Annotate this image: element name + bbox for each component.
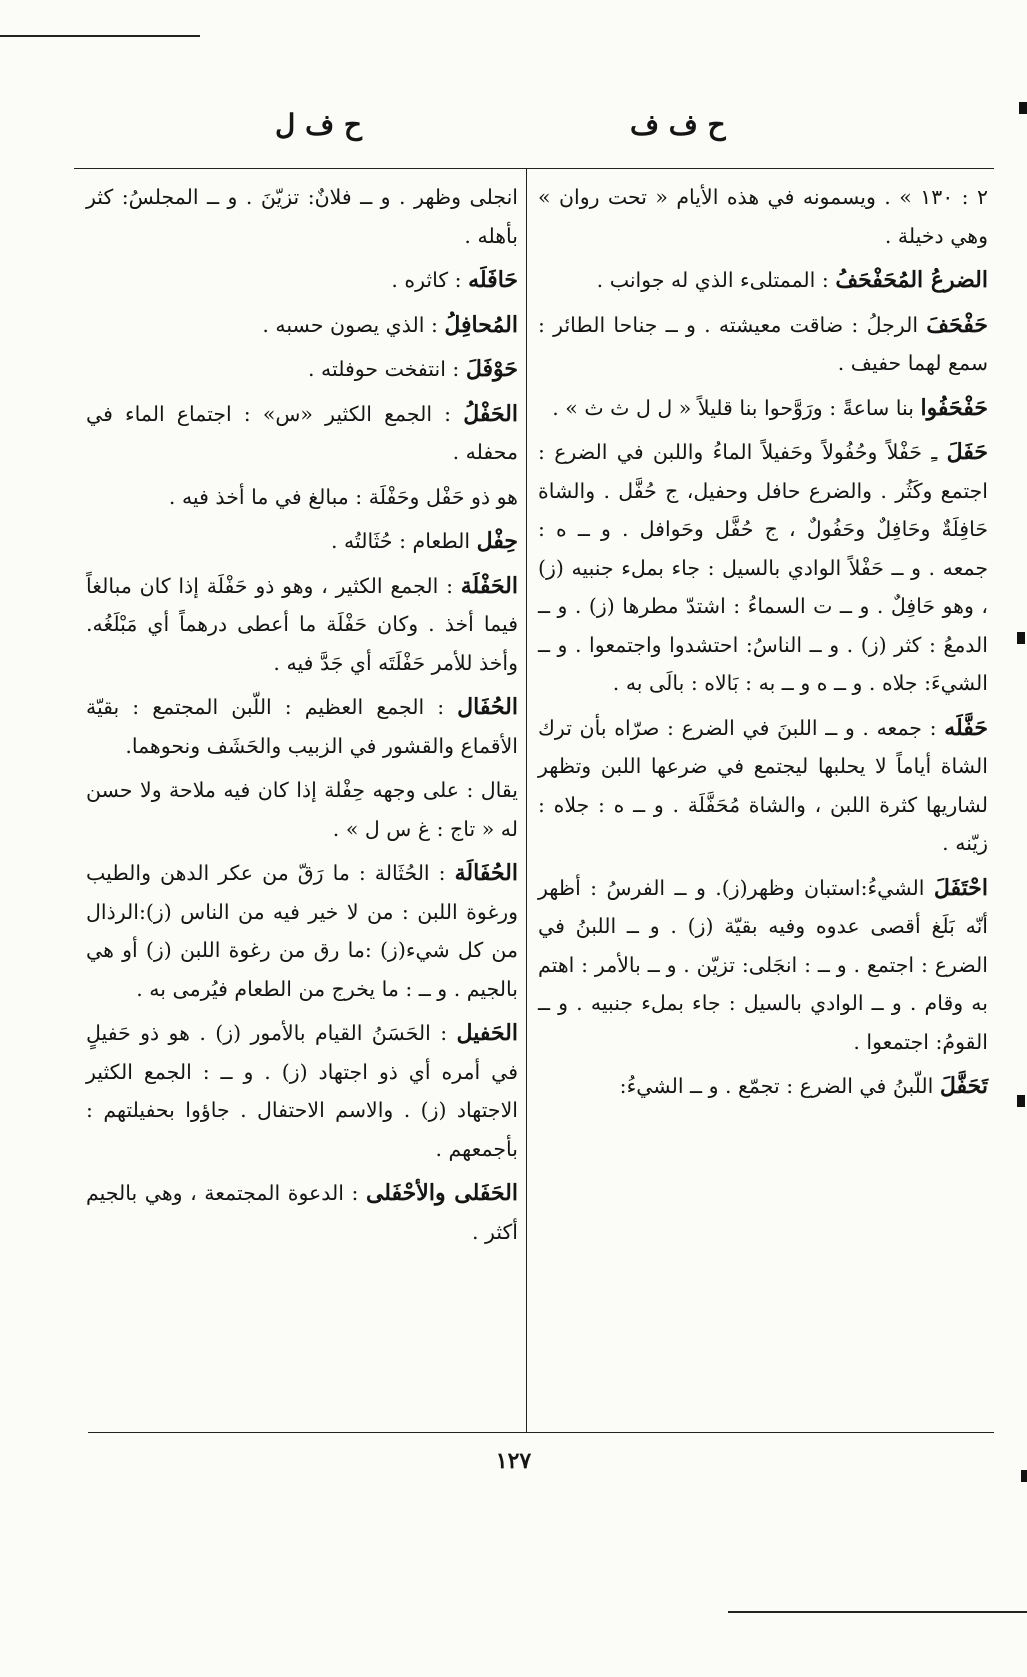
entry-headword: الحَفْلَة: [460, 572, 518, 599]
dictionary-entry: [538, 389, 988, 428]
entry-headword: المُحافِلُ: [444, 311, 518, 338]
footer-rule: [88, 1432, 994, 1433]
bottom-corner-rule: [728, 1611, 1027, 1613]
entry-definition: الطعام : حُثَالتُه .: [331, 529, 477, 553]
entry-definition: : الحُثَالة : ما رَقّ من عكر الدهن والطيب ورغوة اللبن : من لا خير فيه من الناس (ز):الرذال من كل شيء(ز) :ما رق من رغوة اللبن (ز) أو هي بالجيم . و ــ : ما يخرج من الطعام فيُرمى به .: [86, 861, 518, 1001]
dictionary-entry: [86, 854, 518, 1008]
entry-headword: تَحَفَّلَ: [939, 1073, 988, 1099]
entry-definition: : الجمع الكثير ، وهو ذو حَفْلَة إذا كان مبالغاً فيما أخذ . وكان حَفْلَة ما أعطى درهماً أي مَبْلَغُه. وأخذ للأمر حَفْلَتَه أي جَدَّ فيه .: [86, 573, 518, 675]
dictionary-entry: [538, 1067, 988, 1106]
entry-headword: حِفْل: [476, 528, 518, 554]
entry-headword: الحَفيل: [456, 1020, 518, 1046]
entry-definition: : جمعه . و ــ اللبنَ في الضرع : صرّاه بأن ترك الشاة أياماً لا يحلبها ليجتمع في ضرعها اللبن وتظهر لشاريها كثرة اللبن ، والشاة مُحَفَّلَة . و ــ ه : جلاه : زيّنه .: [538, 715, 988, 855]
edge-mark: [1017, 632, 1025, 644]
left-column: [86, 178, 518, 1257]
entry-definition: الشيءُ:استبان وظهر(ز). و ــ الفرسُ : أظهر أنّه بَلَغ أقصى عدوه وفيه بقيّة (ز) . و ــ اللبنُ في الضرع : اجتمع . و ــ : انجَلى: تزيّن . و ــ بالأمر : اهتم به وقام . و ــ الوادي بالسيل : جاء بملء جنبيه . و ــ القومُ: اجتمعوا .: [538, 875, 988, 1054]
entry-definition: الرجلُ : ضاقت معيشته . و ــ جناحا الطائر : سمع لهما حفيف .: [538, 312, 988, 375]
running-head-right: ح ف ف: [630, 108, 726, 141]
dictionary-entry: [86, 306, 518, 345]
entry-definition: : الدعوة المجتمعة ، وهي بالجيم أكثر .: [86, 1181, 518, 1244]
column-divider: [526, 168, 527, 1432]
entry-headword: احْتَفَلَ: [933, 874, 988, 901]
entry-definition: اللّبنُ في الضرع : تجمّع . و ــ الشيءُ:: [619, 1074, 940, 1098]
edge-mark: [1019, 102, 1027, 114]
dictionary-entry: [86, 350, 518, 389]
running-head-left: ح ف ل: [275, 108, 362, 141]
entry-headword: حَفْحَفَ: [926, 311, 988, 338]
page-number: ١٢٧: [495, 1448, 532, 1474]
dictionary-entry: [86, 178, 518, 255]
entry-definition: : الذي يصون حسبه .: [262, 312, 445, 337]
entry-headword: الحَفَلى والأحْفَلى: [365, 1180, 519, 1206]
right-column: [538, 178, 988, 1112]
dictionary-entry: [538, 433, 988, 703]
dictionary-entry: [538, 306, 988, 383]
entry-definition: ـِ حَفْلاً وحُفُولاً وحَفيلاً الماءُ واللبن في الضرع : اجتمع وكَثُر . والضرع حافل وحفيل، ج حُفَّل . والشاة حَافِلَةٌ وحَافِلٌ وحَفُولٌ ، ج حُفَّل وحَوافل . و ــ ه : جمعه . و ــ حَفْلاً الوادي بالسيل : جاء بملء جنبيه (ز) ، وهو حَافِلٌ . و ــ ت السماءُ : اشتدّ مطرها (ز) . و ــ الدمعُ : كثر (ز) . و ــ الناسُ: احتشدوا واجتمعوا . و ــ الشيءَ: جلاه . و ــ ه و ــ به : بَالاه : بالَى به .: [538, 440, 988, 695]
entry-headword: الحُفَال: [457, 694, 518, 720]
entry-definition: ٢ : ١٣٠ » . ويسمونه في هذه الأيام « تحت روان » وهي دخيلة .: [538, 185, 988, 248]
dictionary-entry: [86, 261, 518, 300]
entry-definition: : كاثره .: [391, 268, 469, 292]
dictionary-entry: [86, 395, 518, 472]
dictionary-entry: [86, 567, 518, 683]
dictionary-entry: [86, 1174, 518, 1251]
top-corner-rule: [0, 35, 200, 37]
dictionary-entry: [538, 261, 988, 300]
entry-headword: حَفَلَ: [946, 439, 988, 465]
entry-definition: : انتفخت حوفلته .: [308, 357, 466, 381]
entry-definition: انجلى وظهر . و ــ فلانٌ: تزيّنَ . و ــ المجلسُ: كثر بأهله .: [86, 185, 518, 248]
entry-headword: حَافَلَه: [468, 267, 518, 293]
entry-definition: هو ذو حَفْل وحَفْلَة : مبالغ في ما أخذ فيه .: [168, 484, 518, 509]
dictionary-entry: [86, 688, 518, 765]
dictionary-entry: [86, 522, 518, 561]
dictionary-entry: [538, 178, 988, 255]
dictionary-entry: [86, 1014, 518, 1168]
entry-headword: الضرعُ المُحَفْحَفُ: [835, 267, 988, 293]
entry-headword: الحَفْلُ: [463, 400, 518, 427]
header-rule: [74, 168, 994, 169]
entry-headword: الحُفَالَة: [454, 860, 518, 886]
entry-definition: يقال : على وجهه حِفْلة إذا كان فيه ملاحة ولا حسن له « تاج : غ س ل » .: [86, 778, 518, 841]
edge-mark: [1017, 1095, 1025, 1107]
dictionary-entry: [538, 709, 988, 863]
entry-headword: حَفْحَفُوا: [920, 394, 988, 421]
dictionary-entry: [86, 771, 518, 848]
entry-headword: حَفَّلَه: [944, 714, 988, 741]
entry-definition: : الممتلىء الذي له جوانب .: [596, 268, 836, 292]
dictionary-entry: [538, 869, 988, 1062]
entry-definition: : الجمع الكثير «س» : اجتماع الماء في محفله .: [86, 401, 518, 464]
entry-definition: : الحَسَنُ القيام بالأمور (ز) . هو ذو حَفيلٍ في أمره أي ذو اجتهاد (ز) . و ــ : الجمع الكثير الاجتهاد (ز) . والاسم الاحتفال . جاؤوا بحفيلتهم : بأجمعهم .: [86, 1021, 518, 1161]
entry-headword: حَوْفَلَ: [465, 356, 518, 382]
dictionary-entry: [86, 478, 518, 517]
entry-definition: : الجمع العظيم : اللّبن المجتمع : بقيّة الأقماع والقشور في الزبيب والحَشَف ونحوهما.: [86, 695, 518, 758]
entry-definition: بنا ساعةً : ورَوَّحوا بنا قليلاً « ل ل ث ث » .: [552, 395, 921, 420]
